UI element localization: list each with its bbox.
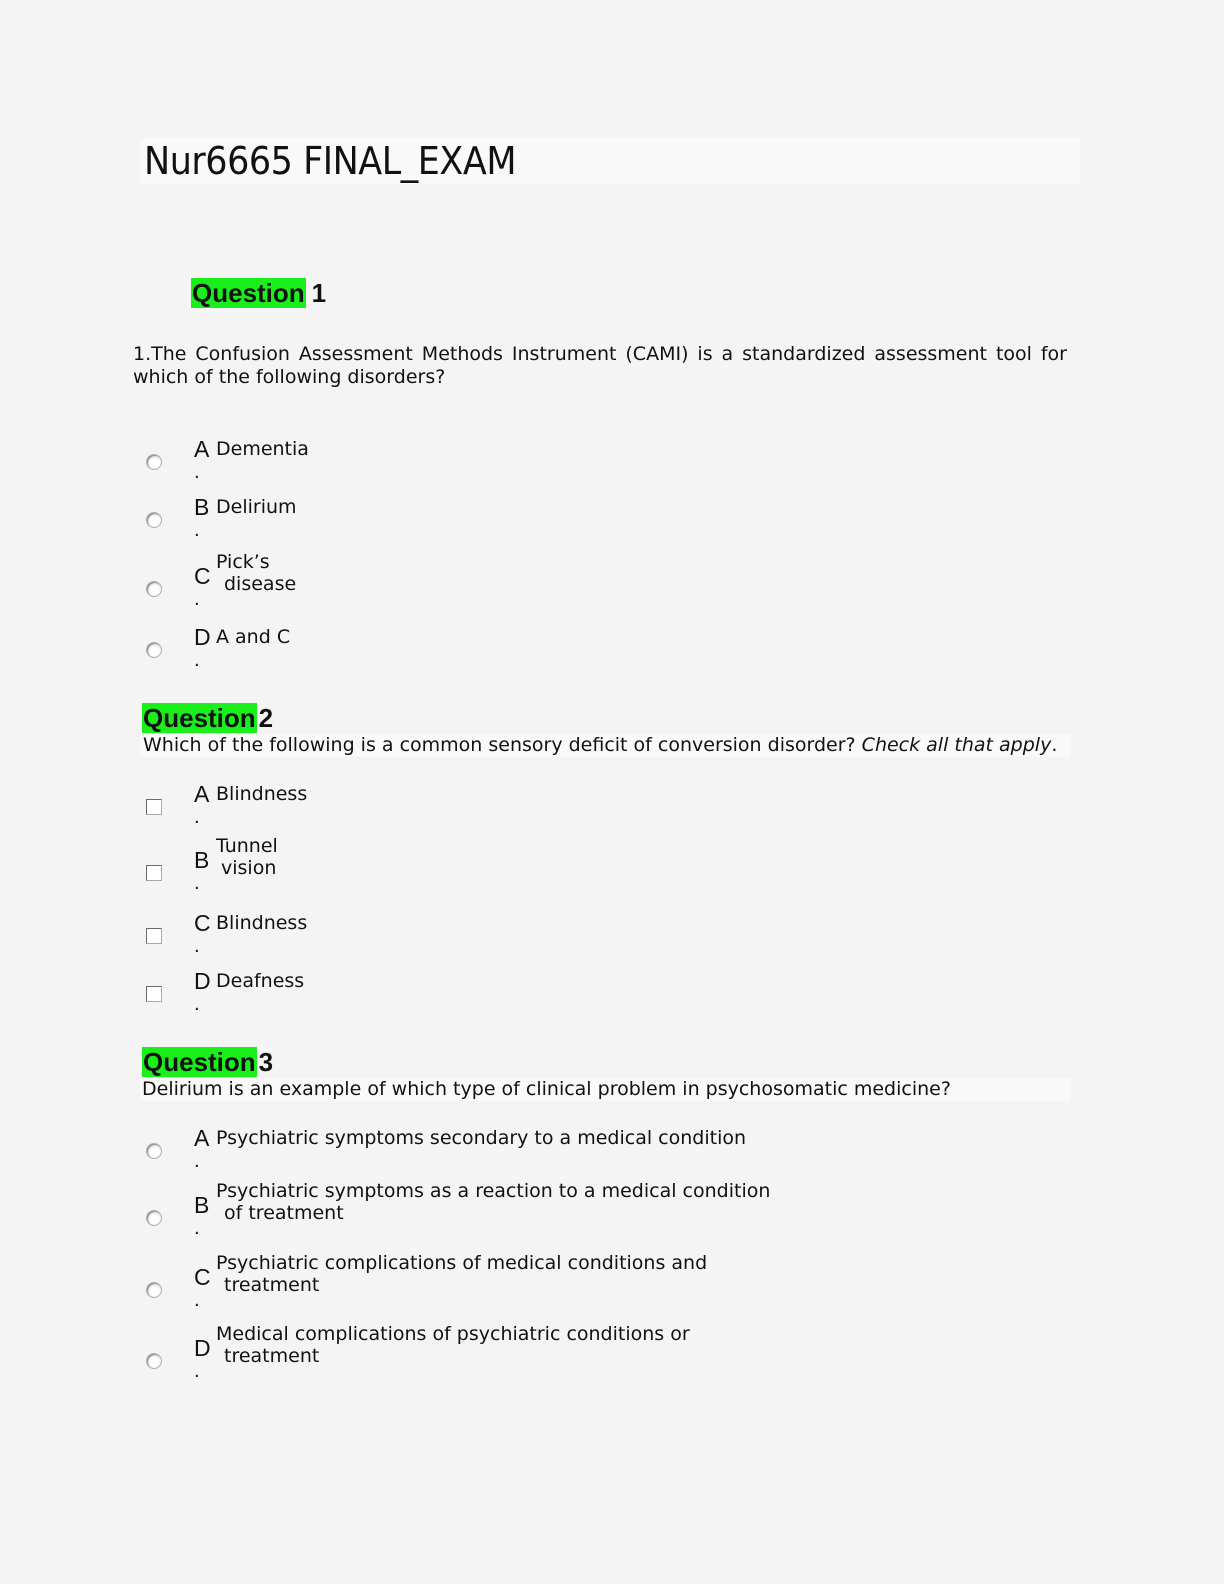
radio-button[interactable] — [146, 581, 162, 597]
option-dot: . — [194, 650, 200, 671]
option-letter: C — [194, 1264, 211, 1290]
question-1-option-a[interactable] — [144, 436, 1044, 488]
option-text-line: vision — [221, 857, 277, 879]
radio-button[interactable] — [146, 1210, 162, 1226]
question-3-heading — [142, 1047, 273, 1077]
question-2-text-emphasis: Check all that apply — [861, 734, 1052, 756]
option-dot: . — [194, 1218, 200, 1239]
question-2-option-d[interactable] — [144, 968, 1044, 1020]
question-2-heading — [142, 703, 273, 733]
option-text-line: Delirium — [216, 496, 297, 518]
question-2-text — [140, 734, 1070, 757]
radio-button[interactable] — [146, 1353, 162, 1369]
option-dot: . — [194, 873, 200, 894]
question-2-option-c[interactable] — [144, 910, 1044, 962]
option-letter: D — [194, 624, 211, 650]
option-letter: B — [194, 847, 210, 873]
checkbox[interactable] — [146, 865, 162, 881]
question-2-text-end: . — [1051, 734, 1058, 756]
option-letter: C — [194, 563, 211, 589]
question-3-option-c[interactable] — [144, 1252, 1044, 1316]
option-dot: . — [194, 589, 200, 610]
option-letter: C — [194, 910, 211, 936]
question-label: Question — [143, 1047, 256, 1077]
option-letter: A — [194, 436, 210, 462]
option-text-line: Pick’s — [216, 551, 270, 573]
option-text — [216, 1127, 746, 1149]
radio-button[interactable] — [146, 1143, 162, 1159]
option-dot: . — [194, 520, 200, 541]
option-text-line: treatment — [224, 1345, 320, 1367]
option-letter: D — [194, 1335, 211, 1361]
radio-button[interactable] — [146, 642, 162, 658]
option-dot: . — [194, 462, 200, 483]
radio-button[interactable] — [146, 454, 162, 470]
radio-button[interactable] — [146, 1282, 162, 1298]
question-1-heading — [191, 278, 326, 308]
option-dot: . — [194, 1361, 200, 1382]
checkbox[interactable] — [146, 928, 162, 944]
question-3-text: Delirium is an example of which type of clinical problem in psychosomatic medicine? — [140, 1078, 1070, 1101]
option-text-line: Deafness — [216, 970, 305, 992]
option-dot: . — [194, 936, 200, 957]
question-number: 1 — [311, 278, 327, 308]
option-text-line: Psychiatric symptoms secondary to a medical condition — [216, 1127, 747, 1149]
option-text-line: Medical complications of psychiatric conditions or — [216, 1323, 690, 1345]
option-text — [216, 970, 304, 992]
option-letter: A — [194, 1125, 210, 1151]
option-text-line: of treatment — [224, 1202, 344, 1224]
option-text-line: Psychiatric symptoms as a reaction to a medical condition — [216, 1180, 771, 1202]
question-label: Question — [143, 703, 256, 733]
question-1-text: 1.The Confusion Assessment Methods Instrument (CAMI) is a standardized assessment tool for which of the following disorders? — [133, 343, 1067, 388]
exam-title-bar — [140, 138, 1080, 184]
option-text-line: Blindness — [216, 783, 308, 805]
question-1-option-c[interactable] — [144, 551, 1044, 615]
checkbox[interactable] — [146, 986, 162, 1002]
option-text-line: disease — [224, 573, 297, 595]
option-text-line: Blindness — [216, 912, 308, 934]
option-text-line: A and C — [216, 626, 291, 648]
question-3-option-a[interactable] — [144, 1125, 1044, 1177]
checkbox[interactable] — [146, 799, 162, 815]
question-2-option-a[interactable] — [144, 781, 1044, 833]
question-number: 3 — [258, 1047, 274, 1077]
option-text — [216, 1323, 690, 1367]
question-label: Question — [192, 278, 305, 308]
option-letter: B — [194, 494, 210, 520]
option-letter: A — [194, 781, 210, 807]
option-text — [216, 1180, 770, 1224]
option-text-line: treatment — [224, 1274, 320, 1296]
option-letter: B — [194, 1192, 210, 1218]
option-dot: . — [194, 994, 200, 1015]
exam-title: Nur6665 FINAL_EXAM — [144, 139, 517, 183]
question-3-option-b[interactable] — [144, 1180, 1044, 1244]
option-dot: . — [194, 807, 200, 828]
option-text — [216, 626, 290, 648]
option-text — [216, 438, 309, 460]
option-text — [216, 912, 307, 934]
option-text — [216, 1252, 707, 1296]
option-dot: . — [194, 1151, 200, 1172]
option-text — [216, 783, 307, 805]
question-3-option-d[interactable] — [144, 1323, 1044, 1387]
question-2-option-b[interactable] — [144, 835, 1044, 899]
option-text-line: Tunnel — [216, 835, 278, 857]
question-1-option-b[interactable] — [144, 494, 1044, 546]
option-text-line: Psychiatric complications of medical conditions and — [216, 1252, 708, 1274]
question-1-option-d[interactable] — [144, 624, 1044, 676]
option-letter: D — [194, 968, 211, 994]
option-text — [216, 496, 297, 518]
question-2-text-main: Which of the following is a common sensory deficit of conversion disorder? — [143, 734, 856, 756]
option-text — [216, 835, 278, 879]
radio-button[interactable] — [146, 512, 162, 528]
option-text — [216, 551, 296, 595]
option-text-line: Dementia — [216, 438, 309, 460]
option-dot: . — [194, 1290, 200, 1311]
question-number: 2 — [258, 703, 274, 733]
